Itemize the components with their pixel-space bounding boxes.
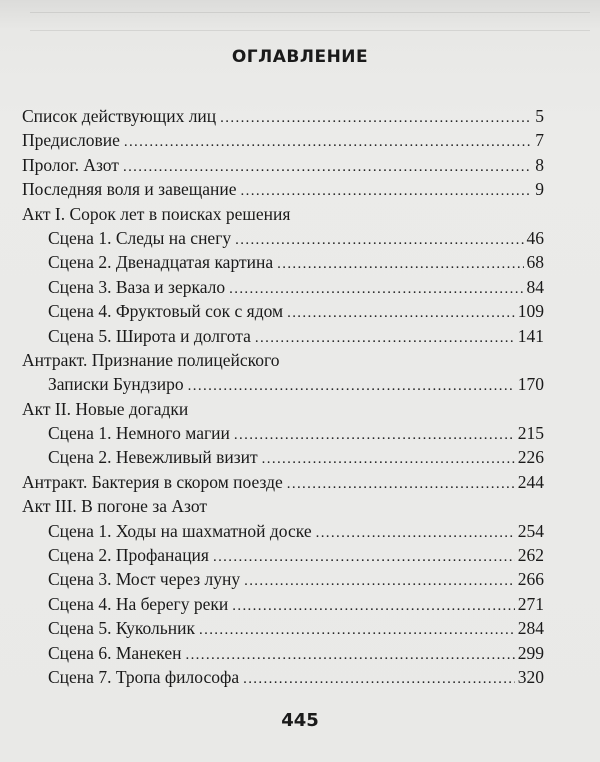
- bleed-through-text: [30, 0, 590, 40]
- toc-entry: [22, 397, 544, 421]
- toc-entry-label: Сцена 1. Немного магии: [48, 423, 230, 444]
- toc-entry-label: Сцена 4. На берегу реки: [48, 593, 229, 614]
- toc-entry: [22, 567, 544, 591]
- leader-dots: [244, 569, 515, 593]
- toc-entry-page: 170: [517, 374, 544, 395]
- leader-dots: [316, 521, 515, 545]
- toc-entry-page: 215: [517, 423, 544, 444]
- toc-entry-label: Записки Бундзиро: [48, 374, 184, 395]
- leader-dots: [185, 643, 514, 667]
- page-number: 445: [281, 710, 319, 731]
- toc-entry-page: 266: [517, 569, 544, 590]
- toc-entry: [22, 445, 544, 469]
- toc-entry: [22, 153, 544, 177]
- toc-entry: [22, 299, 544, 323]
- toc-entry-page: 7: [535, 130, 544, 151]
- leader-dots: [188, 374, 515, 398]
- toc-entry-label: Список действующих лиц: [22, 106, 217, 126]
- toc-entry-label: Сцена 3. Мост через луну: [48, 569, 241, 590]
- toc-entry: [22, 104, 544, 128]
- toc-entry-label: Сцена 2. Двенадцатая картина: [48, 252, 274, 273]
- leader-dots: [234, 423, 515, 447]
- leader-dots: [262, 447, 515, 471]
- toc-entry-label: Сцена 7. Тропа философа: [48, 666, 240, 687]
- leader-dots: [255, 326, 515, 350]
- toc-entry-page: 8: [535, 154, 544, 175]
- toc-entry-label: Антракт. Признание полицейского: [22, 349, 280, 370]
- toc-entry-label: Сцена 1. Следы на снегу: [48, 227, 232, 248]
- leader-dots: [124, 130, 532, 154]
- toc-entry-label: Сцена 1. Ходы на шахматной доске: [48, 520, 312, 541]
- leader-dots: [232, 594, 515, 618]
- toc-entry-page: 141: [517, 325, 544, 346]
- leader-dots: [277, 252, 523, 276]
- leader-dots: [241, 179, 533, 203]
- toc-entry: [22, 470, 544, 494]
- leader-dots: [220, 106, 532, 130]
- toc-entry: [22, 641, 544, 665]
- leader-dots: [243, 667, 515, 691]
- toc-entry: [22, 592, 544, 616]
- toc-entry-label: Сцена 5. Кукольник: [48, 618, 195, 639]
- leader-dots: [287, 301, 515, 325]
- toc-entry: [22, 250, 544, 274]
- toc-entry-page: 84: [526, 276, 544, 297]
- toc-entry: [22, 324, 544, 348]
- toc-entry-page: 262: [517, 545, 544, 566]
- toc-entry-page: 284: [517, 618, 544, 639]
- toc-entry: [22, 421, 544, 445]
- toc-entry: [22, 519, 544, 543]
- toc-entry-page: 254: [517, 520, 544, 541]
- leader-dots: [123, 155, 532, 179]
- toc-entry: [22, 616, 544, 640]
- toc-entry-label: Сцена 2. Невежливый визит: [48, 447, 258, 468]
- toc-title: ОГЛАВЛЕНИЕ: [231, 47, 369, 67]
- toc-entry-page: 244: [517, 471, 544, 492]
- toc-entry-label: Предисловие: [22, 130, 120, 151]
- toc-entry: [22, 348, 544, 372]
- toc-entry-page: 68: [526, 252, 544, 273]
- toc-entry-label: Акт I. Сорок лет в поисках решения: [22, 203, 291, 224]
- toc-entry-page: 9: [535, 179, 544, 200]
- table-of-contents: [22, 104, 544, 689]
- toc-entry: [22, 275, 544, 299]
- toc-entry: [22, 226, 544, 250]
- toc-entry-label: Сцена 4. Фруктовый сок с ядом: [48, 301, 284, 322]
- toc-entry-label: Акт II. Новые догадки: [22, 398, 189, 419]
- toc-entry-page: 299: [517, 642, 544, 663]
- toc-entry-label: Акт III. В погоне за Азот: [22, 496, 207, 517]
- toc-entry-label: Сцена 3. Ваза и зеркало: [48, 276, 226, 297]
- leader-dots: [235, 228, 523, 252]
- toc-entry-label: Сцена 5. Широта и долгота: [48, 325, 251, 346]
- toc-entry-page: 5: [535, 106, 544, 126]
- toc-entry: [22, 372, 544, 396]
- leader-dots: [229, 277, 523, 301]
- toc-entry: [22, 494, 544, 518]
- toc-entry-page: 109: [517, 301, 544, 322]
- toc-entry-page: 46: [526, 227, 544, 248]
- toc-entry-label: Последняя воля и завещание: [22, 179, 237, 200]
- toc-entry: [22, 543, 544, 567]
- leader-dots: [199, 618, 515, 642]
- toc-entry: [22, 177, 544, 201]
- toc-entry-page: 271: [517, 593, 544, 614]
- toc-entry: [22, 128, 544, 152]
- toc-entry-page: 320: [517, 666, 544, 687]
- toc-entry-label: Пролог. Азот: [22, 154, 119, 175]
- toc-entry-label: Сцена 6. Манекен: [48, 642, 182, 663]
- toc-entry-label: Антракт. Бактерия в скором поезде: [22, 471, 283, 492]
- leader-dots: [213, 545, 515, 569]
- toc-entry-page: 226: [517, 447, 544, 468]
- toc-entry: [22, 202, 544, 226]
- toc-entry: [22, 665, 544, 689]
- toc-entry-label: Сцена 2. Профанация: [48, 545, 209, 566]
- leader-dots: [287, 472, 515, 496]
